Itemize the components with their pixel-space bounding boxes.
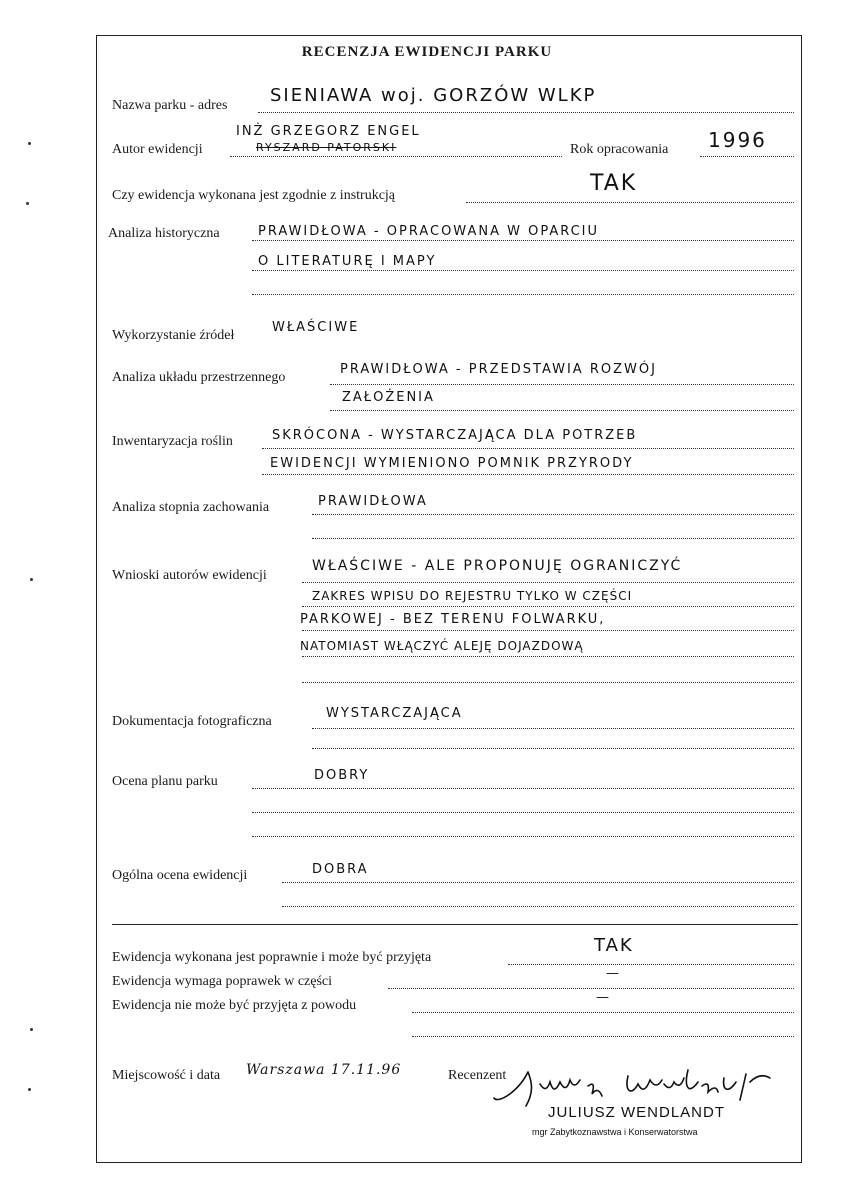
line-rok bbox=[700, 156, 794, 157]
line-uklad-2 bbox=[330, 410, 794, 411]
line-decision-accepted bbox=[508, 964, 794, 965]
label-reviewer: Recenzent bbox=[448, 1068, 507, 1083]
value-zachowanie: PRAWIDŁOWA bbox=[318, 494, 428, 509]
line-plan-3 bbox=[252, 836, 794, 837]
line-foto-1 bbox=[312, 728, 794, 729]
label-place-date: Miejscowość i data bbox=[112, 1068, 221, 1083]
scan-mark bbox=[30, 578, 33, 581]
line-plan-1 bbox=[252, 788, 794, 789]
scan-mark bbox=[28, 1088, 31, 1091]
line-historyczna-2 bbox=[252, 270, 794, 271]
line-decision-rejected-2 bbox=[412, 1036, 794, 1037]
line-zachowanie-1 bbox=[312, 514, 794, 515]
label-decision-accepted: Ewidencja wykonana jest poprawnie i może być przyjęta bbox=[112, 950, 432, 965]
line-historyczna-3 bbox=[252, 294, 794, 295]
value-rosliny-2: EWIDENCJI WYMIENIONO POMNIK PRZYRODY bbox=[270, 456, 634, 471]
value-rosliny-1: SKRÓCONA - WYSTARCZAJĄCA DLA POTRZEB bbox=[272, 428, 638, 443]
value-decision-accepted: TAK bbox=[594, 935, 634, 956]
value-uklad-1: PRAWIDŁOWA - PRZEDSTAWIA ROZWÓJ bbox=[340, 362, 657, 377]
scan-mark bbox=[28, 142, 31, 145]
label-decision-corrections: Ewidencja wymaga poprawek w części bbox=[112, 974, 333, 989]
label-rok: Rok opracowania bbox=[570, 142, 669, 157]
label-autor: Autor ewidencji bbox=[112, 142, 203, 157]
stamp-name: JULIUSZ WENDLANDT bbox=[548, 1104, 726, 1121]
value-historyczna-1: PRAWIDŁOWA - OPRACOWANA W OPARCIU bbox=[258, 224, 600, 239]
section-divider bbox=[112, 924, 798, 925]
scan-mark bbox=[30, 1028, 33, 1031]
value-place-date: Warszawa 17.11.96 bbox=[246, 1062, 402, 1078]
value-rok: 1996 bbox=[708, 128, 767, 152]
label-nazwa: Nazwa parku - adres bbox=[112, 98, 228, 113]
label-historyczna: Analiza historyczna bbox=[108, 226, 220, 241]
label-instrukcja: Czy ewidencja wykonana jest zgodnie z instrukcją bbox=[112, 188, 396, 203]
line-foto-2 bbox=[312, 748, 794, 749]
line-ogolna-1 bbox=[282, 882, 794, 883]
line-wnioski-2 bbox=[302, 606, 794, 607]
label-ogolna: Ogólna ocena ewidencji bbox=[112, 868, 248, 883]
label-uklad: Analiza układu przestrzennego bbox=[112, 370, 286, 385]
value-wnioski-3: PARKOWEJ - BEZ TERENU FOLWARKU, bbox=[300, 612, 606, 627]
line-uklad-1 bbox=[330, 384, 794, 385]
value-instrukcja: TAK bbox=[590, 171, 638, 196]
stamp-title: mgr Zabytkoznawstwa i Konserwatorstwa bbox=[532, 1127, 698, 1137]
form-title: RECENZJA EWIDENCJI PARKU bbox=[301, 44, 553, 60]
line-rosliny-2 bbox=[262, 474, 794, 475]
value-autor-top: INŻ GRZEGORZ ENGEL bbox=[236, 124, 421, 139]
value-nazwa: SIENIAWA woj. GORZÓW WLKP bbox=[270, 85, 597, 106]
line-zachowanie-2 bbox=[312, 538, 794, 539]
value-wnioski-2: ZAKRES WPISU DO REJESTRU TYLKO W CZĘŚCI bbox=[312, 589, 633, 603]
value-historyczna-2: O LITERATURĘ I MAPY bbox=[258, 254, 437, 269]
line-autor bbox=[230, 156, 562, 157]
scan-mark bbox=[26, 202, 29, 205]
line-plan-2 bbox=[252, 812, 794, 813]
value-uklad-2: ZAŁOŻENIA bbox=[342, 390, 435, 405]
line-instrukcja bbox=[466, 202, 794, 203]
value-decision-rejected: — bbox=[596, 990, 611, 1005]
line-historyczna-1 bbox=[252, 240, 794, 241]
line-decision-rejected-1 bbox=[412, 1012, 794, 1013]
line-ogolna-2 bbox=[282, 906, 794, 907]
value-plan: DOBRY bbox=[314, 768, 370, 783]
value-foto: WYSTARCZAJĄCA bbox=[326, 706, 463, 721]
value-autor: RYSZARD PATORSKI bbox=[256, 141, 397, 154]
label-plan: Ocena planu parku bbox=[112, 774, 218, 789]
label-rosliny: Inwentaryzacja roślin bbox=[112, 434, 233, 449]
value-zrodla: WŁAŚCIWE bbox=[272, 320, 360, 335]
label-decision-rejected: Ewidencja nie może być przyjęta z powodu bbox=[112, 998, 357, 1013]
label-foto: Dokumentacja fotograficzna bbox=[112, 714, 272, 729]
line-decision-corrections bbox=[388, 988, 794, 989]
label-wnioski: Wnioski autorów ewidencji bbox=[112, 568, 267, 583]
line-wnioski-1 bbox=[302, 582, 794, 583]
line-nazwa bbox=[258, 112, 794, 113]
value-wnioski-1: WŁAŚCIWE - ALE PROPONUJĘ OGRANICZYĆ bbox=[312, 558, 683, 574]
value-ogolna: DOBRA bbox=[312, 862, 369, 877]
value-wnioski-4: NATOMIAST WŁĄCZYĆ ALEJĘ DOJAZDOWĄ bbox=[300, 639, 584, 653]
label-zachowanie: Analiza stopnia zachowania bbox=[112, 500, 270, 515]
label-zrodla: Wykorzystanie źródeł bbox=[112, 328, 235, 343]
line-wnioski-4 bbox=[302, 656, 794, 657]
line-rosliny-1 bbox=[262, 448, 794, 449]
line-wnioski-5 bbox=[302, 682, 794, 683]
line-wnioski-3 bbox=[302, 630, 794, 631]
value-decision-corrections: — bbox=[606, 966, 621, 981]
